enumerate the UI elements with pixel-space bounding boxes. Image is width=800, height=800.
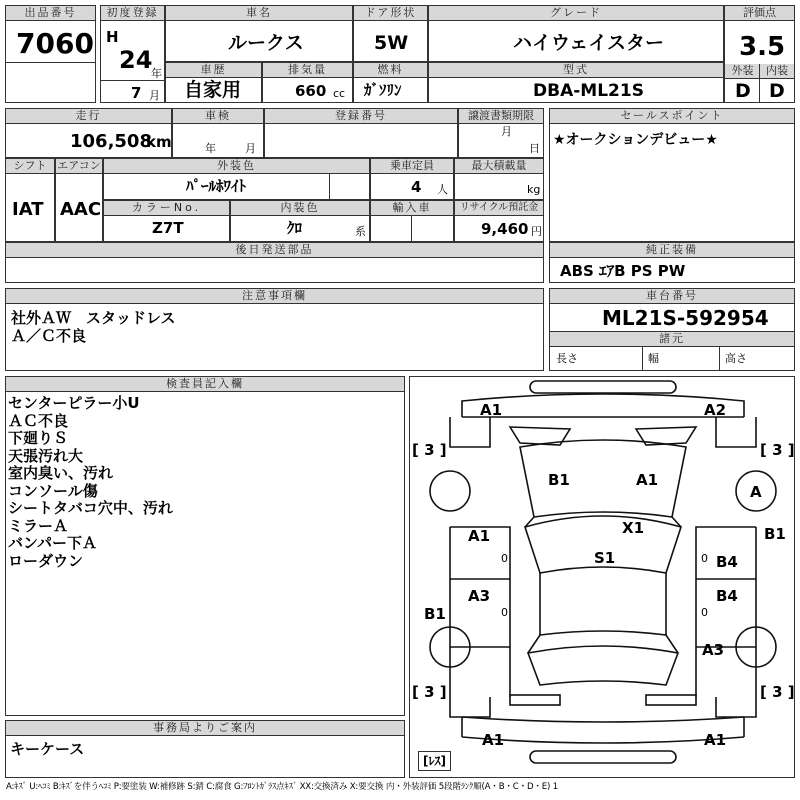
car-diagram [409,376,795,778]
inspection-label: 車検 [173,109,263,124]
capacity-value: 4 [411,178,422,196]
shift-value: IAT [12,199,44,220]
mark-front-right: A2 [704,401,727,419]
first-reg-month: 7 [131,84,142,102]
registration-label: 登録番号 [265,109,457,124]
lot-number: 7060 [16,27,94,60]
dim-width: 幅 [648,352,659,365]
color-no-value: Z7T [152,219,184,237]
history-box [165,62,262,103]
mark-mirror-right: A [750,483,762,501]
equipment-value: ABS ｴｱB PS PW [560,262,686,280]
displacement-box [262,62,353,103]
mark-door-rear-right: B4 [716,587,738,605]
model-label: 型式 [429,63,723,78]
inspector-box [5,376,405,716]
inspector-line: 室内臭い、汚れ [8,464,114,482]
aircon-label: エアコン [57,159,101,172]
inspector-line: バンパー下Ａ [8,534,97,552]
inspector-line: 下廻りＳ [8,429,69,447]
mark-hood-left: B1 [548,471,570,489]
color-no-box [103,200,230,242]
fuel-value: ｶﾞｿﾘﾝ [364,81,402,99]
color-no-label: カラーNo. [104,201,229,216]
tire-front-left: [ 3 ] [412,441,447,459]
zero-rear-right: 0 [701,606,708,619]
office-box [5,720,405,778]
tire-rear-left: [ 3 ] [412,683,447,701]
inspector-line: センターピラー小U [8,394,140,412]
history-value: 自家用 [184,79,242,101]
score-value: 3.5 [739,32,786,62]
ext-color-value: ﾊﾟｰﾙﾎﾜｲﾄ [186,177,247,195]
mark-door-rear-left: A3 [468,587,491,605]
caution-label: 注意事項欄 [6,289,543,304]
caution-line-2: Ａ／Ｃ不良 [11,327,87,345]
sales-box [549,108,795,242]
first-reg-year: 24 [119,46,153,74]
mileage-value: 106,508 [70,131,152,152]
grade-label: グレード [429,6,723,21]
load-label: 最大積載量 [455,159,543,174]
equipment-box [549,242,795,283]
mark-front-left: A1 [480,401,503,419]
door-box [353,5,428,62]
inspection-year-unit: 年 [205,142,216,155]
ext-score-label: 外装 [725,64,760,79]
chassis-box [549,288,795,371]
inspector-label: 検査員記入欄 [6,377,404,392]
mark-rear-right: A1 [704,731,727,749]
shift-box [5,158,55,242]
sales-text: ★オークションデビュー★ [553,132,718,148]
year-unit: 年 [151,67,162,80]
inspector-line: シートタバコ穴中、汚れ [8,499,173,517]
door-label: ドア形状 [354,6,427,21]
ext-color-box [103,158,370,200]
inspector-line: ミラーＡ [8,516,69,535]
inspection-month-unit: 月 [245,142,256,155]
transfer-day-unit: 日 [529,142,540,155]
int-score-label: 内装 [760,64,794,79]
inspection-box [172,108,264,158]
displacement-value: 660 [295,82,327,100]
mileage-label: 走行 [6,109,171,124]
spare-tire-box: [ﾚｽ] [418,751,451,771]
capacity-label: 乗車定員 [371,159,453,174]
grade-value: ハイウェイスター [513,32,665,54]
load-unit: kg [527,183,541,196]
displacement-label: 排気量 [263,63,352,78]
inspector-line: ローダウン [8,551,84,570]
dims-label: 諸元 [550,331,794,347]
office-text: キーケース [10,740,85,758]
car-name-box [165,5,353,62]
ext-color-label: 外装色 [104,159,369,174]
inspector-line: ＡＣ不良 [8,411,69,430]
int-score: D [769,80,785,102]
import-box [370,200,454,242]
dim-length: 長さ [556,352,578,365]
int-color-unit: 系 [355,225,366,238]
recycle-value: 9,460 [481,220,529,238]
int-color-box [230,200,370,242]
office-label: 事務局よりご案内 [6,721,404,736]
model-value: DBA-ML21S [533,81,644,101]
legend-text: A:ｷｽﾞ U:ﾍｺﾐ B:ｷｽﾞを伴うﾍｺﾐ P:要塗装 W:補修跡 S:錆 C:腐食 G:ﾌﾛﾝﾄｶﾞﾗｽ点ｷｽﾞ XX:交換済み X:要交換 内・外装評価 5段階ﾗﾝｸ順(A・B・C・D・E) 1 [6,782,558,792]
aircon-value: AAC [60,199,102,220]
recycle-box [454,200,544,242]
int-color-label: 内装色 [231,201,369,216]
first-reg-era: H [106,28,119,46]
score-box [724,5,795,103]
mark-quarter-right: A3 [702,641,725,659]
fuel-box [353,62,428,103]
mark-hood-right: A1 [636,471,659,489]
lot-label: 出品番号 [6,6,95,21]
mark-door-front-right: B4 [716,553,738,571]
transfer-label: 譲渡書類期限 [459,109,543,124]
recycle-unit: 円 [531,225,542,238]
inspector-line: 天張汚れ大 [8,446,84,465]
transfer-box [458,108,544,158]
caution-line-1: 社外ＡＷ スタッドレス [11,309,176,327]
registration-box [264,108,458,158]
month-unit: 月 [149,89,160,102]
car-outline-graphic [410,377,796,779]
zero-rear-left: 0 [501,606,508,619]
load-box [454,158,544,200]
first-reg-box [100,5,165,103]
int-color-value: ｸﾛ [287,219,303,237]
mark-x1: X1 [622,519,645,537]
equipment-label: 純正装備 [550,243,794,258]
lot-box [5,5,96,103]
tire-front-right: [ 3 ] [760,441,795,459]
mark-rear-left: A1 [482,731,505,749]
mark-roof: S1 [594,549,616,567]
mileage-unit: km [146,133,172,151]
first-reg-label: 初度登録 [101,6,164,21]
history-label: 車歴 [166,63,261,78]
mark-side-right: B1 [764,525,786,543]
model-box [428,62,724,103]
dim-height: 高さ [725,352,747,365]
chassis-label: 車台番号 [550,289,794,304]
transfer-month-unit: 月 [501,125,512,138]
delivery-label: 後日発送部品 [6,243,543,258]
zero-front-right: 0 [701,552,708,565]
car-name: ルークス [228,32,304,54]
mark-door-front-left: A1 [468,527,491,545]
shift-label: シフト [6,159,54,174]
capacity-box [370,158,454,200]
mileage-box [5,108,172,158]
displacement-unit: cc [333,87,346,100]
fuel-label: 燃料 [354,63,427,78]
delivery-box [5,242,544,283]
tire-rear-right: [ 3 ] [760,683,795,701]
import-label: 輸入車 [371,201,453,216]
recycle-label: リサイクル預託金 [455,201,543,216]
inspector-line: コンソール傷 [8,481,98,500]
door-value: 5W [374,32,409,54]
score-label: 評価点 [725,6,794,21]
sales-label: セールスポイント [550,109,794,124]
ext-score: D [735,80,751,102]
grade-box [428,5,724,62]
chassis-number: ML21S-592954 [602,306,769,330]
capacity-unit: 人 [437,183,448,196]
mark-side-left: B1 [424,605,446,623]
aircon-box [55,158,103,242]
car-name-label: 車名 [166,6,352,21]
zero-front-left: 0 [501,552,508,565]
caution-box [5,288,544,371]
